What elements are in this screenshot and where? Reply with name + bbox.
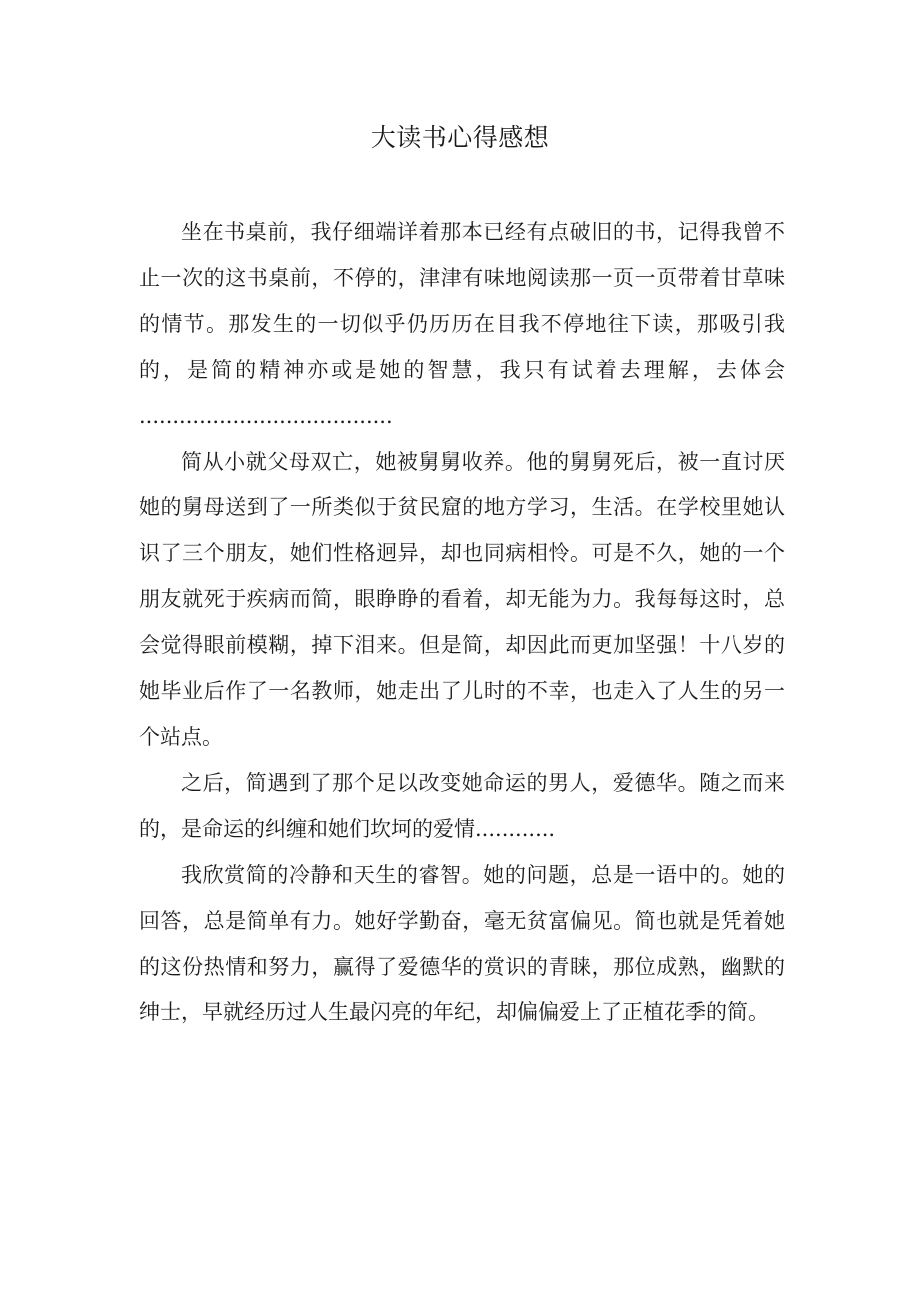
document-title: 大读书心得感想	[370, 123, 550, 152]
paragraph-1: 坐在书桌前，我仔细端详着那本已经有点破旧的书，记得我曾不止一次的这书桌前，不停的，津津有味地阅读那一页一页带着甘草味的情节。那发生的一切似乎仍历历在目我不停地往下读，那吸引我的，是简的精神亦或是她的智慧，我只有试着去理解，去体会 ......................................	[139, 220, 785, 428]
paragraph-2: 简从小就父母双亡，她被舅舅收养。他的舅舅死后，被一直讨厌她的舅母送到了一所类似于贫民窟的地方学习，生活。在学校里她认识了三个朋友，她们性格迥异，却也同病相怜。可是不久，她的一个朋友就死于疾病而简，眼睁睁的看着，却无能为力。我每每这时，总会觉得眼前模糊，掉下泪来。但是简，却因此而更加坚强！十八岁的她毕业后作了一名教师，她走出了儿时的不幸，也走入了人生的另一个站点。	[139, 449, 785, 749]
paragraph-4: 我欣赏简的冷静和天生的睿智。她的问题，总是一语中的。她的回答，总是简单有力。她好学勤奋，毫无贫富偏见。简也就是凭着她的这份热情和努力，赢得了爱德华的赏识的青睐，那位成熟，幽默的绅士，早就经历过人生最闪亮的年纪，却偏偏爱上了正植花季的简。	[139, 862, 785, 1025]
paragraph-3: 之后，简遇到了那个足以改变她命运的男人，爱德华。随之而来的，是命运的纠缠和她们坎坷的爱情............	[139, 770, 785, 841]
document-body	[139, 210, 785, 1036]
